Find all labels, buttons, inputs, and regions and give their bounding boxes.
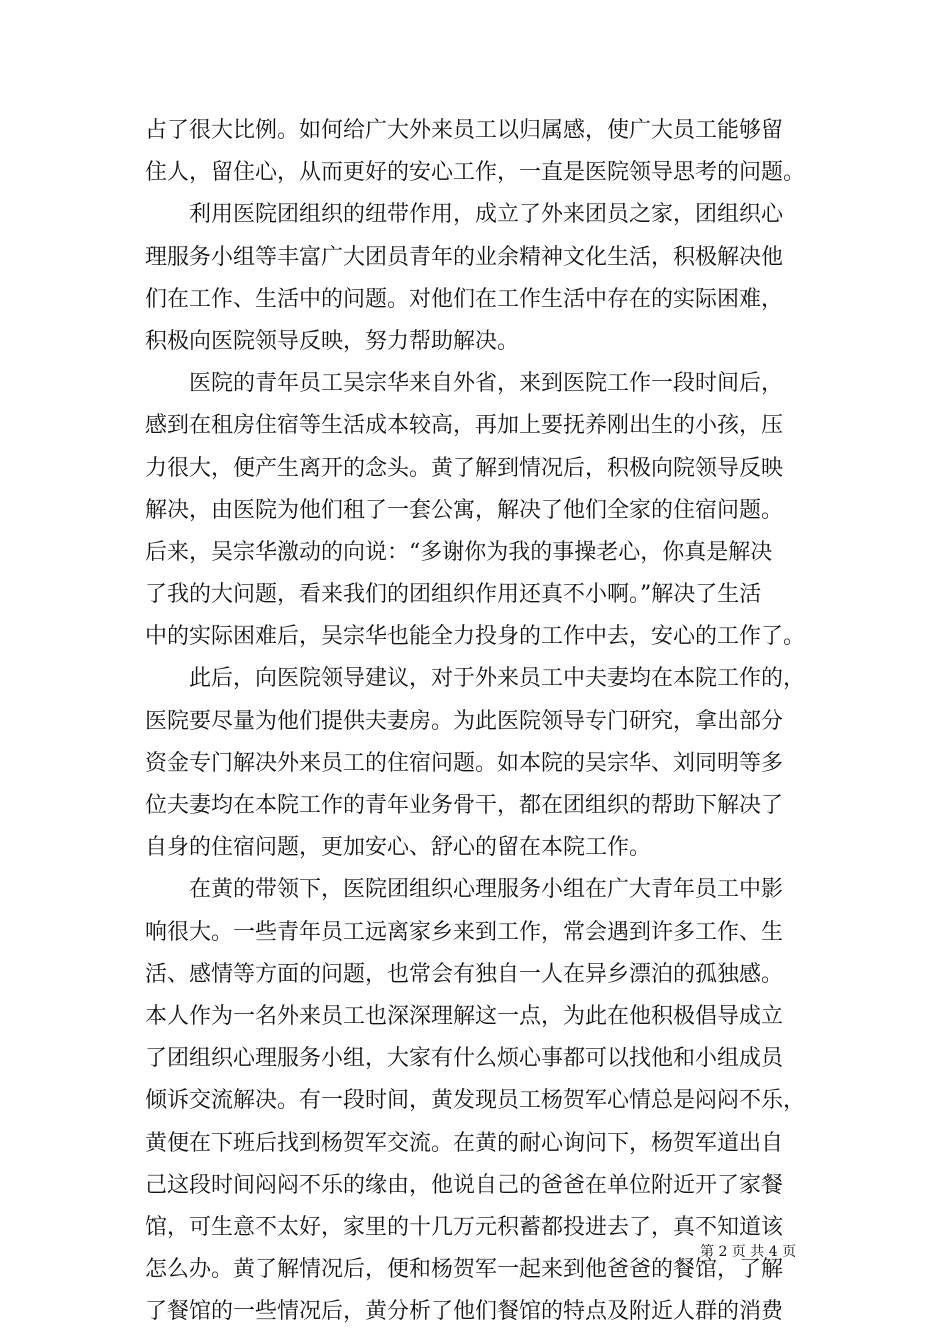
text-line: 力很大，便产生离开的念头。黄了解到情况后，积极向院领导反映 bbox=[145, 455, 784, 481]
text-line: 医院的青年员工吴宗华来自外省，来到医院工作一段时间后， bbox=[189, 371, 784, 397]
text-line: 自身的住宿问题，更加安心、舒心的留在本院工作。 bbox=[145, 835, 652, 861]
text-line: 位夫妻均在本院工作的青年业务骨干，都在团组织的帮助下解决了 bbox=[145, 793, 784, 818]
text-line: 们在工作、生活中的问题。对他们在工作生活中存在的实际困难， bbox=[145, 286, 784, 312]
text-line: 感到在租房住宿等生活成本较高，再加上要抚养刚出生的小孩，压 bbox=[145, 413, 784, 439]
body-text bbox=[145, 110, 815, 1333]
text-line: 住人，留住心，从而更好的安心工作，一直是医院领导思考的问题。 bbox=[145, 160, 806, 186]
text-line: 利用医院团组织的纽带作用，成立了外来团员之家，团组织心 bbox=[189, 202, 784, 228]
text-line: 此后，向医院领导建议，对于外来员工中夫妻均在本院工作的， bbox=[189, 666, 806, 692]
text-line: 了团组织心理服务小组，大家有什么烦心事都可以找他和小组成员 bbox=[145, 1046, 784, 1072]
text-line: 理服务小组等丰富广大团员青年的业余精神文化生活，积极解决他 bbox=[145, 244, 784, 270]
text-line: 活、感情等方面的问题，也常会有独自一人在异乡漂泊的孤独感。 bbox=[145, 961, 784, 987]
text-line: 本人作为一名外来员工也深深理解这一点，为此在他积极倡导成立 bbox=[145, 1003, 784, 1029]
text-line: 医院要尽量为他们提供夫妻房。为此医院领导专门研究，拿出部分 bbox=[145, 708, 784, 734]
text-line: 了我的大问题，看来我们的团组织作用还真不小啊。”解决了生活 bbox=[145, 582, 762, 608]
text-line: 占了很大比例。如何给广大外来员工以归属感，使广大员工能够留 bbox=[145, 118, 784, 143]
text-line: 中的实际困难后，吴宗华也能全力投身的工作中去，安心的工作了。 bbox=[145, 624, 806, 650]
text-line: 资金专门解决外来员工的住宿问题。如本院的吴宗华、刘同明等多 bbox=[145, 750, 784, 776]
text-line: 怎么办。黄了解情况后，便和杨贺军一起来到他爸爸的餐馆，了解 bbox=[145, 1257, 784, 1283]
text-line: 黄便在下班后找到杨贺军交流。在黄的耐心询问下，杨贺军道出自 bbox=[145, 1130, 784, 1156]
text-line: 了餐馆的一些情况后，黄分析了他们餐馆的特点及附近人群的消费 bbox=[145, 1299, 784, 1325]
text-line: 解决，由医院为他们租了一套公寓，解决了他们全家的住宿问题。 bbox=[145, 497, 784, 523]
text-line: 在黄的带领下，医院团组织心理服务小组在广大青年员工中影 bbox=[189, 877, 784, 903]
text-line: 后来，吴宗华激动的向说：“多谢你为我的事操老心，你真是解决 bbox=[145, 539, 773, 565]
text-line: 响很大。一些青年员工远离家乡来到工作，常会遇到许多工作、生 bbox=[145, 919, 784, 945]
text-line: 馆，可生意不太好，家里的十几万元积蓄都投进去了，真不知道该 bbox=[145, 1214, 784, 1240]
page-number: 第 2 页 共 4 页 bbox=[700, 1244, 797, 1260]
text-line: 倾诉交流解决。有一段时间，黄发现员工杨贺军心情总是闷闷不乐， bbox=[145, 1088, 806, 1114]
text-line: 积极向医院领导反映，努力帮助解决。 bbox=[145, 328, 520, 354]
text-line: 己这段时间闷闷不乐的缘由，他说自己的爸爸在单位附近开了家餐 bbox=[145, 1172, 784, 1198]
